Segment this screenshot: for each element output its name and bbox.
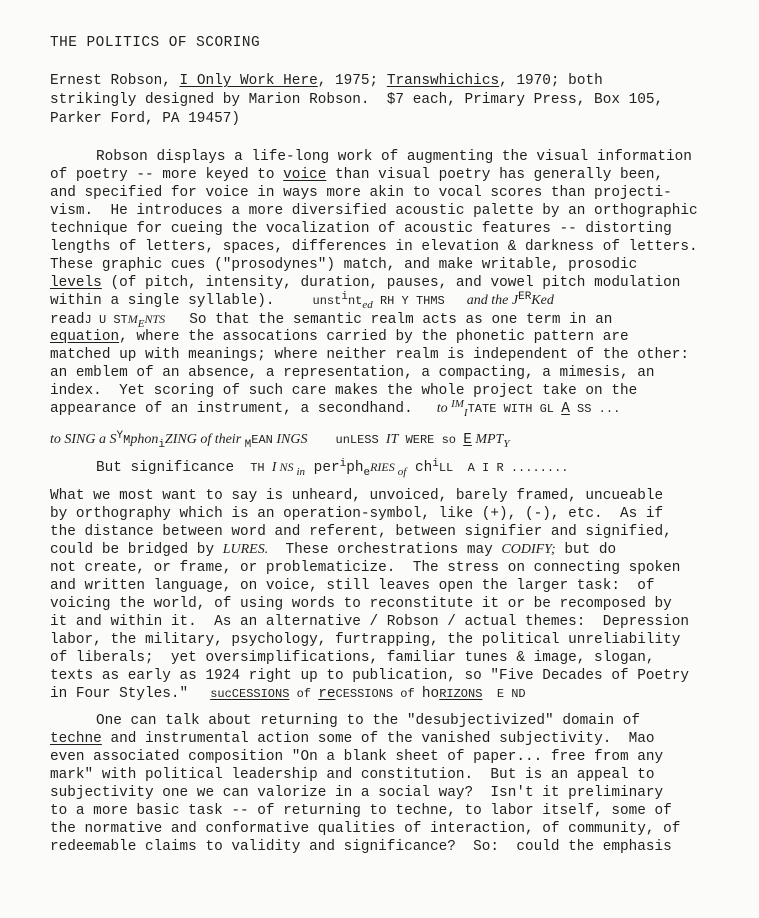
- score1-i: INGS: [272, 432, 308, 447]
- score-jerked-3: Ked: [531, 293, 554, 308]
- p2-line-11: texts as early as 1924 right up to publication, so "Five Decades of Poetry: [50, 668, 690, 684]
- p3-line-4: mark" with political leadership and constitution. But is an appeal to: [50, 767, 655, 783]
- p2-line-5: not create, or frame, or problematicize. The stress on connecting spoken: [50, 560, 681, 576]
- score1-k: IT: [385, 432, 399, 447]
- voice-underlined: voice: [283, 167, 327, 183]
- score-line-2: [96, 458, 568, 478]
- score-jerked-2: ER: [518, 291, 532, 303]
- p2-line-2: by orthography which is an operation-symbol, like (+), (-), etc. As if: [50, 506, 664, 522]
- p1-line-11: [50, 328, 629, 346]
- score1-m: E: [463, 432, 472, 448]
- score-imitate-1: to: [436, 401, 452, 416]
- score-imitate-3: I: [463, 407, 468, 419]
- p1-line-10: [50, 310, 612, 329]
- p1-line-8-b: (of pitch, intensity, duration, pauses, and vowel pitch modulation: [101, 275, 681, 291]
- p1-line-2: [50, 166, 663, 184]
- p2-line-4-a: could be bridged by: [50, 542, 223, 558]
- p1-line-1: Robson displays a life-long work of augmenting the visual information: [96, 149, 692, 165]
- p1-line-7: These graphic cues ("prosodynes") match, and make writable, prosodic: [50, 257, 638, 273]
- p1-line-4: vism. He introduces a more diversified acoustic palette by an orthographic: [50, 203, 698, 219]
- score2-f: per: [305, 460, 340, 476]
- score-readjust-5: NTS: [144, 312, 166, 326]
- lures-italic: LURES.: [222, 542, 269, 557]
- p2-line-4-b: These orchestrations may: [268, 542, 502, 558]
- score2-b: TH: [250, 461, 272, 475]
- p2-line-1: What we most want to say is unheard, unvoiced, barely framed, uncueable: [50, 488, 664, 504]
- p1-line-13: an emblem of an absence, a representation, a compacting, a mimesis, an: [50, 365, 655, 381]
- score-horizons-1: ho: [421, 686, 440, 702]
- p1-line-8: [50, 274, 680, 292]
- score1-h: EAN: [251, 433, 273, 447]
- score1-d: phon: [130, 432, 159, 447]
- score-recessions-2: CESSIONS: [335, 687, 394, 701]
- score2-i: e: [363, 467, 371, 479]
- score-jerked-1: and the J: [466, 293, 519, 308]
- p1-line-14: index. Yet scoring of such care makes the whole project take on the: [50, 383, 638, 399]
- score-successions-2: CESSIONS: [231, 687, 290, 701]
- page-title: THE POLITICS OF SCORING: [50, 35, 261, 51]
- citation-line-1: [50, 72, 603, 90]
- p3-line-7: the normative and conformative qualities of interaction, of community, of: [50, 821, 681, 837]
- p2-line-3: the distance between word and referent, between signifier and signified,: [50, 524, 672, 540]
- score2-h: ph: [346, 460, 364, 476]
- p1-line-3: and specified for voice in ways more akin to vocal scores than projecti-: [50, 185, 672, 201]
- p1-line-9: [50, 292, 554, 311]
- citation-book-2: Transwhichics: [386, 73, 500, 89]
- score-unstinted-4: ed: [362, 299, 373, 311]
- score-unstinted-2: i: [341, 291, 348, 303]
- score-recessions-1: re: [318, 686, 336, 702]
- p2-line-6: and written language, on voice, still leaves open the larger task: of: [50, 578, 655, 594]
- score2-d: NS: [276, 460, 297, 474]
- p3-line-2: [50, 730, 655, 748]
- score-readjust-4: E: [137, 318, 145, 330]
- score2-l: ch: [406, 460, 433, 476]
- score1-g: M: [244, 439, 252, 451]
- p1-line-5: technique for cueing the vocalization of acoustic features -- distorting: [50, 221, 672, 237]
- score-unstinted-1: unst: [312, 294, 342, 308]
- equation-underlined: equation: [50, 329, 120, 345]
- p1-line-15: [50, 400, 620, 418]
- p3-line-1: One can talk about returning to the "desubjectivized" domain of: [96, 713, 641, 729]
- levels-underlined: levels: [50, 275, 102, 291]
- score-imitate-2: IM: [451, 398, 464, 410]
- p2-line-4-c: but do: [555, 542, 617, 558]
- p2-line-7: voicing the world, of using words to reconstitute it or be recomposed by: [50, 596, 672, 612]
- score-successions-1: suc: [210, 687, 232, 701]
- score-readjust-1: read: [50, 312, 85, 328]
- score1-c: M: [123, 433, 131, 447]
- p1-line-11-b: , where the assocations carried by the phonetic pattern are: [119, 329, 629, 345]
- score-unstinted-3: nt: [347, 294, 363, 308]
- p2-line-8: it and within it. As an alternative / Robson / actual themes: Depression: [50, 614, 690, 630]
- score1-l: WERE so: [398, 433, 464, 447]
- p3-line-5: subjectivity one we can valorize in a social way? Isn't it preliminary: [50, 785, 664, 801]
- p3-line-8: redeemable claims to validity and significance? So: could the emphasis: [50, 839, 672, 855]
- score2-e: in: [296, 466, 306, 478]
- score-successions-3: of: [289, 687, 319, 701]
- p2-line-12-a: in Four Styles.": [50, 686, 189, 702]
- score-rhythms: RH Y THMS: [372, 294, 445, 308]
- citation-rest: , 1970; both: [499, 73, 603, 89]
- citation-author: Ernest Robson,: [50, 73, 180, 89]
- citation-line-3: Parker Ford, PA 19457): [50, 111, 240, 127]
- p3-line-6: to a more basic task -- of returning to techne, to labor itself, some of: [50, 803, 672, 819]
- citation-mid: , 1975;: [317, 73, 387, 89]
- score1-e: i: [158, 439, 165, 451]
- score2-g: i: [339, 458, 347, 470]
- score-readjust-3: M: [127, 312, 138, 326]
- score1-b: Y: [116, 430, 124, 442]
- score-horizons-2: RIZONS: [439, 687, 483, 701]
- score1-o: Y: [503, 438, 510, 450]
- score1-n: MPT: [471, 432, 504, 447]
- p1-line-9-text: within a single syllable).: [50, 293, 275, 309]
- p1-line-10-b: So that the semantic realm acts as one term in an: [189, 312, 613, 328]
- p1-line-2-b: than visual poetry has generally been,: [326, 167, 664, 183]
- p3-line-2-b: and instrumental action some of the vanished subjectivity. Mao: [101, 731, 655, 747]
- p1-line-6: lengths of letters, spaces, differences in elevation & darkness of letters.: [50, 239, 698, 255]
- p2-line-4: [50, 541, 616, 559]
- score2-k: of: [397, 466, 407, 478]
- score1-j: unLESS: [335, 433, 386, 447]
- score2-n: LL A I R ........: [438, 461, 569, 475]
- citation-line-2: strikingly designed by Marion Robson. $7 each, Primary Press, Box 105,: [50, 92, 664, 108]
- p2-line-12: [50, 685, 526, 703]
- score-readjust-2: J U ST: [84, 313, 128, 327]
- p3-line-3: even associated composition "On a blank sheet of paper... free from any: [50, 749, 664, 765]
- p1-line-2-a: of poetry -- more keyed to: [50, 167, 284, 183]
- p2-line-10: of liberals; yet oversimplifications, familiar tunes & image, slogan,: [50, 650, 655, 666]
- score-imitate-4: TATE WITH GL: [467, 402, 562, 416]
- score2-m: i: [432, 458, 439, 470]
- citation-book-1: I Only Work Here: [179, 73, 318, 89]
- score1-f: ZING of their: [164, 432, 245, 447]
- score-end: E ND: [482, 687, 526, 701]
- techne-underlined: techne: [50, 731, 102, 747]
- score2-c: I: [271, 460, 277, 475]
- score1-a: to SING a S: [50, 432, 117, 447]
- score-line-1: [50, 431, 509, 450]
- score2-a: But significance: [96, 460, 235, 476]
- codify-italic: CODIFY;: [501, 542, 556, 557]
- score-recessions-3: of: [393, 687, 422, 701]
- p2-line-9: labor, the military, psychology, furtrapping, the political unreliability: [50, 632, 681, 648]
- p1-line-12: matched up with meanings; where neither realm is independent of the other:: [50, 347, 690, 363]
- p1-line-15-a: appearance of an instrument, a secondhand.: [50, 401, 413, 417]
- score-imitate-6: SS ...: [569, 402, 621, 416]
- score2-j: RIES: [370, 460, 398, 474]
- score-imitate-5: A: [561, 401, 570, 417]
